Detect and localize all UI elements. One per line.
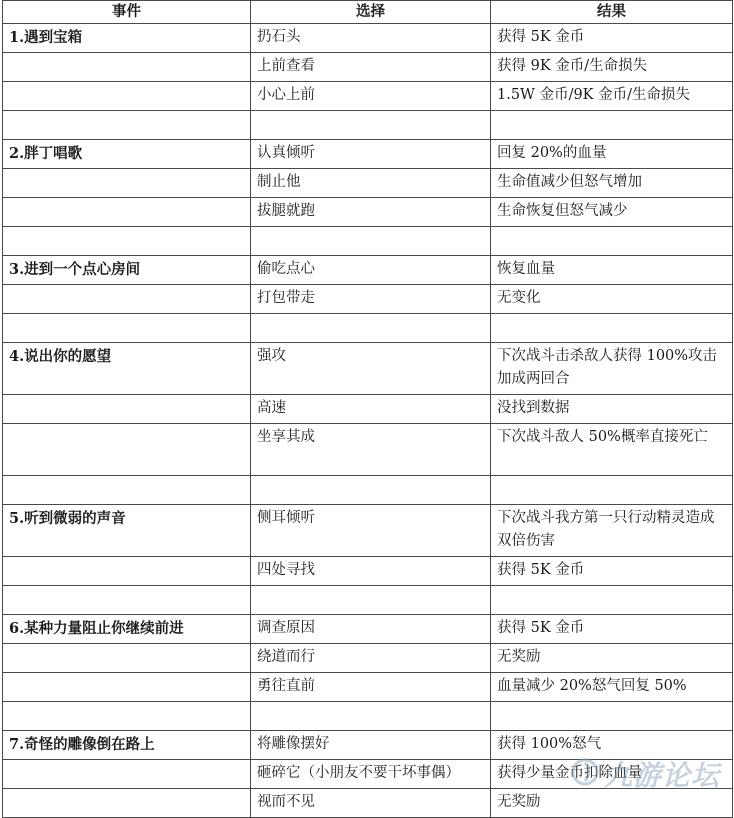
result-cell — [491, 476, 733, 505]
event-cell: 3.进到一个点心房间 — [3, 256, 251, 285]
result-cell: 无奖励 — [491, 789, 733, 818]
result-cell: 下次战斗我方第一只行动精灵造成双倍伤害 — [491, 505, 733, 557]
result-cell: 获得 5K 金币 — [491, 557, 733, 586]
choice-cell: 砸碎它（小朋友不要干坏事偶） — [251, 760, 491, 789]
result-cell: 获得 5K 金币 — [491, 24, 733, 53]
result-cell: 获得 5K 金币 — [491, 615, 733, 644]
result-cell: 获得少量金币扣除血量 — [491, 760, 733, 789]
watermark-text: 九游论坛 — [603, 759, 720, 792]
result-cell: 恢复血量 — [491, 256, 733, 285]
result-cell — [491, 111, 733, 140]
choice-cell: 上前查看 — [251, 53, 491, 82]
table-row — [3, 169, 733, 198]
spacer-row — [3, 227, 733, 256]
table-row — [3, 789, 733, 818]
event-cell — [3, 644, 251, 673]
event-cell: 4.说出你的愿望 — [3, 343, 251, 395]
table-row — [3, 731, 733, 760]
result-cell: 获得 9K 金币/生命损失 — [491, 53, 733, 82]
event-cell — [3, 673, 251, 702]
table-row — [3, 82, 733, 111]
table-row — [3, 644, 733, 673]
choice-cell: 调查原因 — [251, 615, 491, 644]
choice-cell: 扔石头 — [251, 24, 491, 53]
result-cell: 回复 20%的血量 — [491, 140, 733, 169]
result-cell: 无变化 — [491, 285, 733, 314]
event-cell: 2.胖丁唱歌 — [3, 140, 251, 169]
event-cell: 1.遇到宝箱 — [3, 24, 251, 53]
choice-cell: 勇往直前 — [251, 673, 491, 702]
table-row — [3, 256, 733, 285]
result-cell: 生命恢复但怒气减少 — [491, 198, 733, 227]
table-row — [3, 285, 733, 314]
table-row — [3, 557, 733, 586]
choice-cell: 坐享其成 — [251, 424, 491, 476]
result-cell: 没找到数据 — [491, 395, 733, 424]
choice-cell — [251, 702, 491, 731]
result-cell: 下次战斗击杀敌人获得 100%攻击加成两回合 — [491, 343, 733, 395]
event-cell — [3, 227, 251, 256]
event-cell — [3, 82, 251, 111]
event-cell — [3, 424, 251, 476]
table-row — [3, 24, 733, 53]
event-cell — [3, 395, 251, 424]
event-cell — [3, 789, 251, 818]
choice-cell — [251, 476, 491, 505]
spacer-row — [3, 476, 733, 505]
header-result: 结果 — [491, 1, 733, 24]
event-cell — [3, 314, 251, 343]
result-cell: 获得 100%怒气 — [491, 731, 733, 760]
event-choice-table — [2, 0, 733, 818]
result-cell: 下次战斗敌人 50%概率直接死亡 — [491, 424, 733, 476]
table-row — [3, 615, 733, 644]
spacer-row — [3, 702, 733, 731]
header-choice: 选择 — [251, 1, 491, 24]
result-cell: 1.5W 金币/9K 金币/生命损失 — [491, 82, 733, 111]
table-row — [3, 673, 733, 702]
choice-cell: 拔腿就跑 — [251, 198, 491, 227]
table-row — [3, 424, 733, 476]
result-cell: 生命值减少但怒气增加 — [491, 169, 733, 198]
event-cell — [3, 285, 251, 314]
event-cell: 5.听到微弱的声音 — [3, 505, 251, 557]
header-row — [3, 1, 733, 24]
table-row — [3, 198, 733, 227]
choice-cell: 小心上前 — [251, 82, 491, 111]
header-event: 事件 — [3, 1, 251, 24]
event-cell — [3, 53, 251, 82]
choice-cell: 绕道而行 — [251, 644, 491, 673]
choice-cell: 四处寻找 — [251, 557, 491, 586]
event-cell — [3, 586, 251, 615]
result-cell — [491, 702, 733, 731]
table-row — [3, 395, 733, 424]
choice-cell — [251, 227, 491, 256]
event-cell: 6.某种力量阻止你继续前进 — [3, 615, 251, 644]
event-cell — [3, 169, 251, 198]
event-cell — [3, 198, 251, 227]
spacer-row — [3, 586, 733, 615]
choice-cell: 认真倾听 — [251, 140, 491, 169]
table-row — [3, 140, 733, 169]
result-cell: 血量减少 20%怒气回复 50% — [491, 673, 733, 702]
choice-cell: 将雕像摆好 — [251, 731, 491, 760]
table-row — [3, 343, 733, 395]
choice-cell — [251, 111, 491, 140]
spacer-row — [3, 314, 733, 343]
choice-cell: 侧耳倾听 — [251, 505, 491, 557]
choice-cell: 偷吃点心 — [251, 256, 491, 285]
event-cell — [3, 702, 251, 731]
result-cell — [491, 227, 733, 256]
result-cell: 无奖励 — [491, 644, 733, 673]
table-row — [3, 760, 733, 789]
choice-cell: 制止他 — [251, 169, 491, 198]
choice-cell — [251, 586, 491, 615]
event-cell — [3, 476, 251, 505]
choice-cell: 强攻 — [251, 343, 491, 395]
choice-cell: 视而不见 — [251, 789, 491, 818]
table-row — [3, 505, 733, 557]
event-cell — [3, 111, 251, 140]
choice-cell — [251, 314, 491, 343]
table-row — [3, 53, 733, 82]
event-cell — [3, 557, 251, 586]
choice-cell: 高速 — [251, 395, 491, 424]
event-cell: 7.奇怪的雕像倒在路上 — [3, 731, 251, 760]
spacer-row — [3, 111, 733, 140]
result-cell — [491, 314, 733, 343]
event-cell — [3, 760, 251, 789]
choice-cell: 打包带走 — [251, 285, 491, 314]
result-cell — [491, 586, 733, 615]
